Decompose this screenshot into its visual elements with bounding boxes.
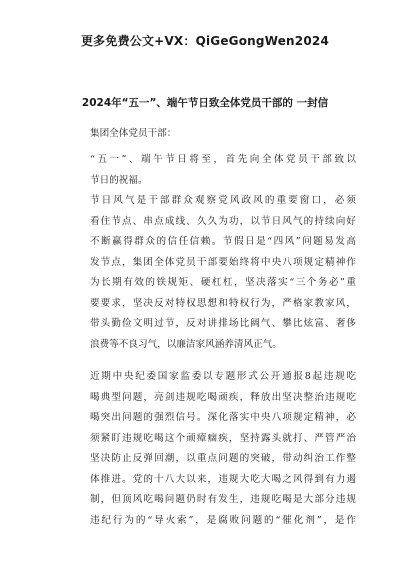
paragraph-line: 喝典型问题，亮剑违规吃喝顽疾，释放出坚决整治违规吃 xyxy=(90,391,356,403)
paragraph-line: 节日风气是干部群众观察党风政风的重要窗口，必须 xyxy=(90,195,356,206)
paragraph-line: 带头勤俭文明过节，反对讲排场比阔气、攀比炫富、奢侈 xyxy=(90,318,356,329)
paragraph-1 xyxy=(90,150,356,191)
salutation: 集团全体党员干部： xyxy=(90,128,177,139)
promo-header: 更多免费公文+VX：QiGeGongWen2024 xyxy=(80,34,329,48)
paragraph-line: 浪费等不良习气，以廉洁家风涵养清风正气。 xyxy=(90,338,282,350)
paragraph-line: 节日的祝福。 xyxy=(90,174,148,186)
document-body xyxy=(90,118,356,531)
paragraph-line: 要要求，坚决反对特权思想和特权行为，严格家教家风， xyxy=(90,297,356,309)
paragraph-line: 坚决防止反弹回潮，以重点问题的突破，带动纠治工作整 xyxy=(90,453,356,464)
document-title: 2024年“五一”、端午节日致全体党员干部的 一封信 xyxy=(81,97,329,109)
paragraph-line: 违纪行为的“导火索”，是腐败问题的“催化剂”，是作 xyxy=(90,514,356,526)
paragraph-line: 近期中央纪委国家监委以专题形式公开通报8起违规吃 xyxy=(90,371,356,382)
paragraph-line: 为长期有效的铁规矩、硬杠杠，坚决落实“三个务必”重 xyxy=(90,277,356,288)
paragraph-line: “五一”、端午节日将至，首先向全体党员干部致以 xyxy=(90,154,356,165)
paragraph-line: 不断赢得群众的信任信赖。节假日是“四风”问题易发高 xyxy=(90,236,356,247)
paragraph-3 xyxy=(90,367,356,531)
paragraph-line: 须紧盯违规吃喝这个顽瘴痼疾，坚持露头就打、严管严治 xyxy=(90,432,356,444)
paragraph-line: 制，但顶风吃喝问题仍时有发生，违规吃喝是大部分违规 xyxy=(90,494,356,505)
paragraph-line: 喝突出问题的强烈信号。深化落实中央八项规定精神，必 xyxy=(90,412,356,423)
paragraph-line: 发节点，集团全体党员干部要始终将中央八项规定精神作 xyxy=(90,256,356,268)
paragraph-gap xyxy=(90,355,356,367)
paragraph-line: 体推进。党的十八大以来，违规大吃大喝之风得到有力遏 xyxy=(90,473,356,485)
paragraph-2 xyxy=(90,191,356,355)
paragraph-line: 看住节点、串点成线、久久为功，以节日风气的持续向好 xyxy=(90,215,356,227)
